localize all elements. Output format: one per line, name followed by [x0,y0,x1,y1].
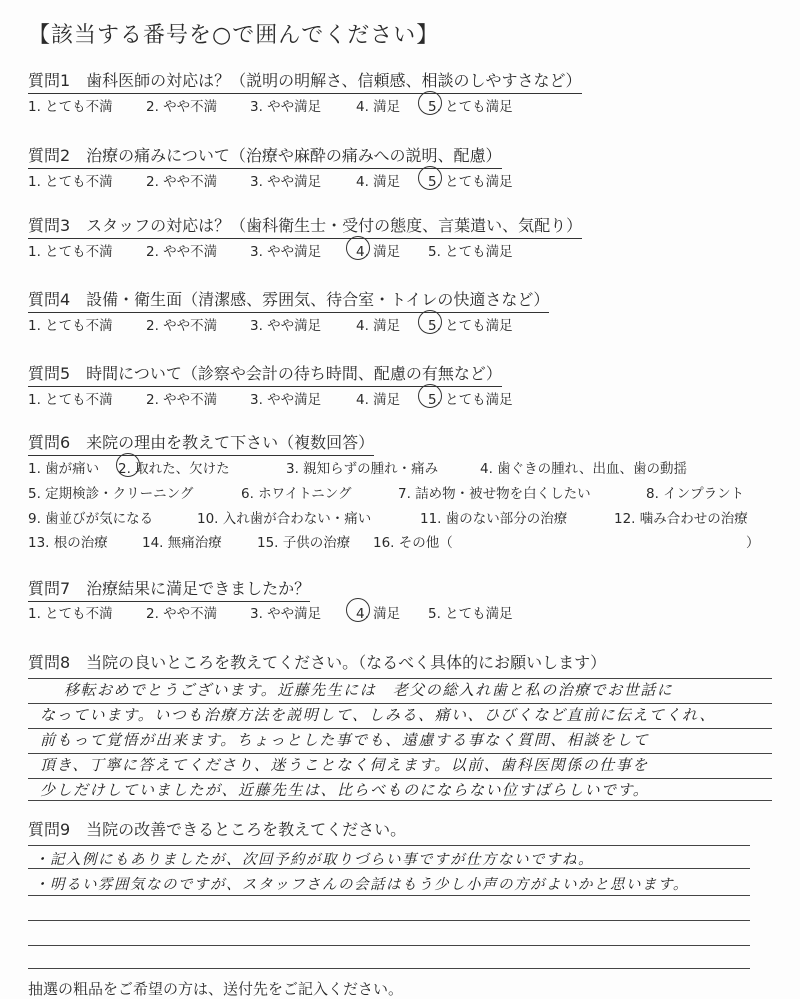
q7-heading: 質問7 治療結果に満足できましたか？ [28,576,310,602]
q6-row1-item-1[interactable]: 1. 歯が痛い [28,461,100,477]
q7-option-4[interactable]: 4. 満足 [356,606,401,622]
q3-option-5[interactable]: 5. とても満足 [428,244,513,260]
q4-option-2[interactable]: 2. やや不満 [146,318,218,334]
q6-row1-item-4[interactable]: 4. 歯ぐきの腫れ、出血、歯の動揺 [480,461,687,477]
q2-option-3[interactable]: 3. やや満足 [250,174,322,190]
q6-row3-item-1[interactable]: 9. 歯並びが気になる [28,511,154,527]
q2-option-1[interactable]: 1. とても不満 [28,174,113,190]
q3-option-2[interactable]: 2. やや不満 [146,244,218,260]
q9-rule-line [28,968,750,969]
q5-option-4[interactable]: 4. 満足 [356,392,401,408]
q6-row2-item-3[interactable]: 7. 詰め物・被せ物を白くしたい [398,486,591,502]
footer-note: 抽選の粗品をご希望の方は、送付先をご記入ください。 [28,980,404,998]
q6-row2-item-2[interactable]: 6. ホワイトニング [241,486,352,502]
q4-selected-circle [418,310,442,334]
q6-row2-item-4[interactable]: 8. インプラント [646,486,745,502]
q9-answer-line-1: ・記入例にもありましたが、次回予約が取りづらい事ですが仕方ないですね。 [34,852,594,868]
q7-option-1[interactable]: 1. とても不満 [28,606,113,622]
q6-row3-item-3[interactable]: 11. 歯のない部分の治療 [420,511,568,527]
q1-option-5[interactable]: 5. とても満足 [428,99,513,115]
q9-heading: 質問9 当院の改善できるところを教えてください。 [28,820,407,839]
q8-answer-line-3: 前もって覚悟が出来ます。ちょっとした事でも、遠慮する事なく質問、相談をして [40,731,650,749]
q6-heading: 質問6 来院の理由を教えて下さい（複数回答） [28,430,374,456]
q2-option-4[interactable]: 4. 満足 [356,174,401,190]
q6-row4-item-4[interactable]: 16. その他（ [373,535,453,551]
q8-answer-line-4: 頂き、丁寧に答えてくださり、迷うことなく伺えます。以前、歯科医関係の仕事を [40,756,649,774]
q4-option-4[interactable]: 4. 満足 [356,318,401,334]
q5-option-2[interactable]: 2. やや不満 [146,392,218,408]
q7-option-3[interactable]: 3. やや満足 [250,606,322,622]
q6-row1-item-3[interactable]: 3. 親知らずの腫れ・痛み [286,461,439,477]
q5-option-3[interactable]: 3. やや満足 [250,392,322,408]
q8-answer-line-2: なっています。いつも治療方法を説明して、しみる、痛い、ひびくなど直前に伝えてくれ、 [40,706,716,724]
q6-row4-item-1[interactable]: 13. 根の治療 [28,535,108,551]
q1-option-4[interactable]: 4. 満足 [356,99,401,115]
q7-option-2[interactable]: 2. やや不満 [146,606,218,622]
q6-row2-item-1[interactable]: 5. 定期検診・クリーニング [28,486,194,502]
q3-option-1[interactable]: 1. とても不満 [28,244,113,260]
q9-rule-line [28,920,750,921]
q6-row4-item-5[interactable]: ） [746,535,760,551]
q9-answer-line-2: ・明るい雰囲気なのですが、スタッフさんの会話はもう少し小声の方がよいかと思います。 [34,877,689,893]
q2-option-2[interactable]: 2. やや不満 [146,174,218,190]
q1-option-1[interactable]: 1. とても不満 [28,99,113,115]
q7-option-5[interactable]: 5. とても満足 [428,606,513,622]
q3-option-4[interactable]: 4. 満足 [356,244,401,260]
q6-row4-item-2[interactable]: 14. 無痛治療 [142,535,222,551]
q1-option-3[interactable]: 3. やや満足 [250,99,322,115]
q8-answer-line-5: 少しだけしていましたが、近藤先生は、比らべものにならない位すばらしいです。 [40,781,650,799]
q6-selected-circle [116,453,140,477]
q8-rule-line [28,800,772,801]
form-title: 【該当する番号を○で囲んでください】 [28,23,440,48]
q4-option-3[interactable]: 3. やや満足 [250,318,322,334]
q1-option-2[interactable]: 2. やや不満 [146,99,218,115]
q6-row3-item-4[interactable]: 12. 噛み合わせの治療 [614,511,748,527]
q2-option-5[interactable]: 5. とても満足 [428,174,513,190]
q9-rule-line [28,895,750,896]
q2-heading: 質問2 治療の痛みについて（治療や麻酔の痛みへの説明、配慮） [28,143,502,169]
q6-row1-item-2[interactable]: 2. 取れた、欠けた [118,461,230,477]
q6-row3-item-2[interactable]: 10. 入れ歯が合わない・痛い [197,511,372,527]
q7-selected-circle [346,598,370,622]
q9-rule-line [28,945,750,946]
q9-rule-line [28,845,750,846]
q1-selected-circle [418,91,442,115]
q3-option-3[interactable]: 3. やや満足 [250,244,322,260]
q1-heading: 質問1 歯科医師の対応は？（説明の明解さ、信頼感、相談のしやすさなど） [28,68,582,94]
q5-option-5[interactable]: 5. とても満足 [428,392,513,408]
q5-option-1[interactable]: 1. とても不満 [28,392,113,408]
q8-heading: 質問8 当院の良いところを教えてください。（なるべく具体的にお願いします） [28,653,607,672]
q4-option-5[interactable]: 5. とても満足 [428,318,513,334]
q5-heading: 質問5 時間について（診察や会計の待ち時間、配慮の有無など） [28,361,502,387]
q8-answer-line-1: 移転おめでとうございます。近藤先生には 老父の総入れ歯と私の治療でお世話に [64,681,674,699]
q3-heading: 質問3 スタッフの対応は？（歯科衛生士・受付の態度、言葉遣い、気配り） [28,213,582,239]
q4-option-1[interactable]: 1. とても不満 [28,318,113,334]
q6-row4-item-3[interactable]: 15. 子供の治療 [257,535,351,551]
q2-selected-circle [418,166,442,190]
q5-selected-circle [418,384,442,408]
q4-heading: 質問4 設備・衛生面（清潔感、雰囲気、待合室・トイレの快適さなど） [28,287,549,313]
q3-selected-circle [346,236,370,260]
